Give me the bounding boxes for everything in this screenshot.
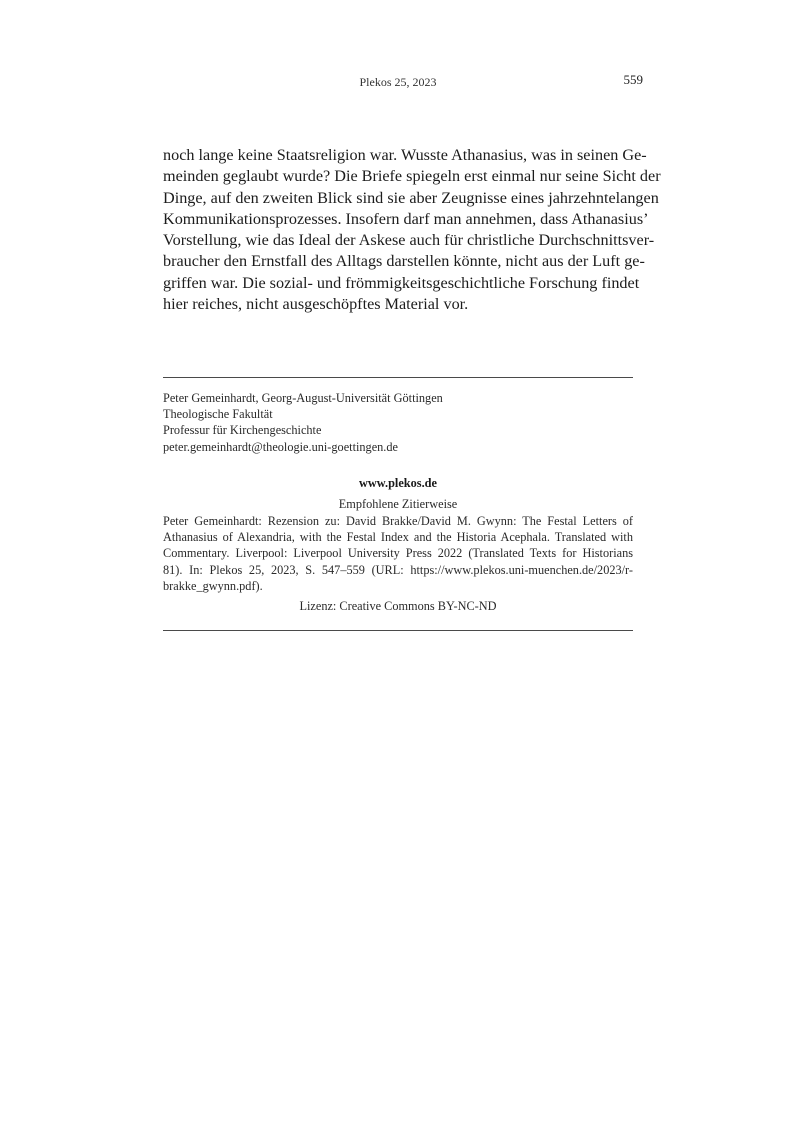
author-faculty: Theologische Fakultät: [163, 407, 273, 422]
citation-text: [163, 513, 633, 594]
citation-heading: Empfohlene Zitierweise: [338, 497, 458, 511]
citation-line: Peter Gemeinhardt: Rezension zu: David Brakke/David M. Gwynn: The Festal Letters of: [163, 514, 633, 528]
citation-line: Athanasius of Alexandria, with the Festal Index and the Historia Acephala. Translated with: [163, 530, 633, 545]
citation-line: 81). In: Plekos 25, 2023, S. 547–559 (URL: https://www.plekos.uni-muenchen.de/2023/r-: [163, 562, 633, 577]
citation-line: brakke_gwynn.pdf).: [163, 578, 263, 593]
body-line: meinden geglaubt wurde? Die Briefe spiegeln erst einmal nur seine Sicht der: [163, 167, 661, 186]
body-line: noch lange keine Staatsreligion war. Wusste Athanasius, was in seinen Ge-: [163, 146, 647, 164]
author-chair: Professur für Kirchengeschichte: [163, 423, 322, 438]
body-line: hier reiches, nicht ausgeschöpftes Material vor.: [163, 295, 469, 314]
body-line: Vorstellung, wie das Ideal der Askese auch für christliche Durchschnittsver-: [163, 231, 655, 250]
license-notice: Lizenz: Creative Commons BY-NC-ND: [299, 599, 497, 613]
author-email[interactable]: peter.gemeinhardt@theologie.uni-goettingen.de: [163, 439, 398, 454]
body-line: griffen war. Die sozial- und frömmigkeitsgeschichtliche Forschung findet: [163, 273, 640, 292]
author-name-affiliation: Peter Gemeinhardt, Georg-August-Universität Göttingen: [163, 391, 443, 405]
body-line: braucher den Ernstfall des Alltags darstellen könnte, nicht aus der Luft ge-: [163, 252, 645, 271]
journal-title: Plekos 25, 2023: [359, 75, 437, 89]
body-line: Kommunikationsprozesses. Insofern darf man annehmen, dass Athanasius’: [163, 209, 649, 228]
divider-top: [163, 377, 633, 378]
body-line: Dinge, auf den zweiten Blick sind sie aber Zeugnisse eines jahrzehntelangen: [163, 188, 659, 207]
author-block: [163, 390, 633, 455]
page-number: 559: [623, 72, 643, 87]
citation-line: Commentary. Liverpool: Liverpool University Press 2022 (Translated Texts for Historians: [163, 546, 633, 561]
website-link[interactable]: www.plekos.de: [359, 476, 437, 490]
divider-bottom: [163, 630, 633, 631]
running-header: [163, 72, 643, 92]
body-paragraph: [163, 145, 661, 315]
